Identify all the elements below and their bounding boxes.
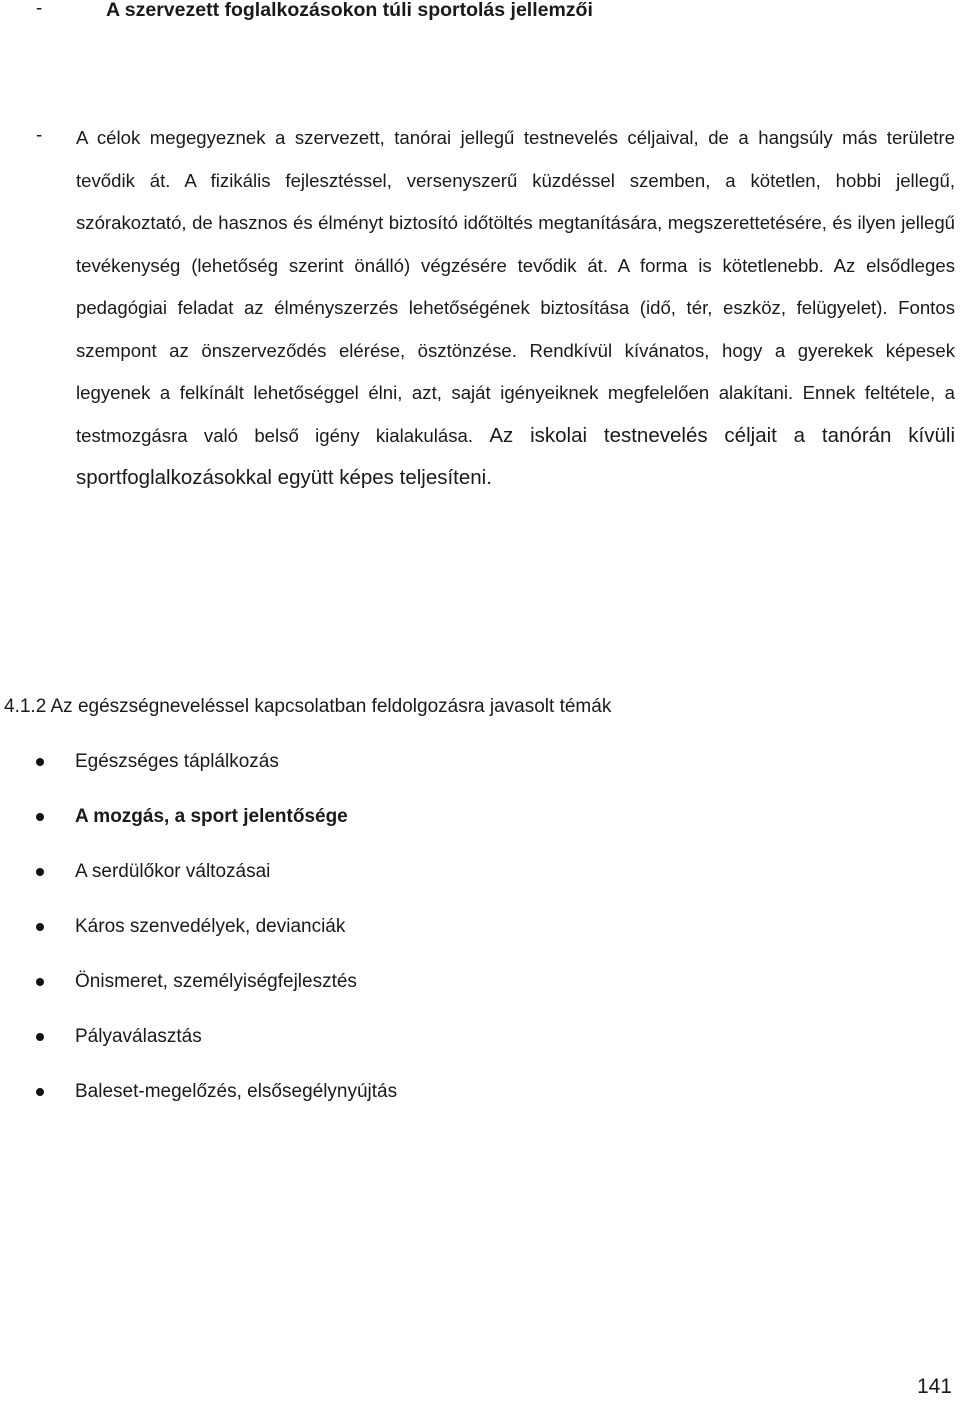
bullet-icon [36,868,44,876]
topic-list [0,747,700,1132]
dash-marker: - [36,125,43,146]
topic-label: Pályaválasztás [75,1026,202,1047]
topic-label: Káros szenvedélyek, devianciák [75,916,346,937]
topic-label: A serdülőkor változásai [75,861,271,882]
list-item [0,857,700,912]
topic-label: Önismeret, személyiségfejlesztés [75,971,357,992]
topic-label: Baleset-megelőzés, elsősegélynyújtás [75,1081,398,1102]
paragraph-conclusion: Az iskolai testnevelés céljait a tanórán kívüli sportfoglalkozásokkal együtt képes teljesíteni. [76,423,955,489]
bullet-icon [36,923,44,931]
section-title: 4.1.2 Az egészségneveléssel kapcsolatban feldolgozásra javasolt témák [4,696,612,717]
list-item [0,1077,700,1132]
page-number: 141 [916,1375,952,1398]
body-paragraph [76,117,955,500]
list-item [0,912,700,967]
bullet-icon [36,1033,44,1041]
list-item [0,1022,700,1077]
bullet-icon [36,813,44,821]
paragraph-text: A célok megegyeznek a szervezett, tanórai jellegű testnevelés céljaival, de a hangsúly más területre tevődik át. A fizikális fejlesztéssel, versenyszerű küzdéssel szemben, a kötetlen, hobbi jellegű, szórakoztató, de hasznos és élményt biztosító időtöltés megtanítására, megszerettetésére, és ilyen jellegű tevékenység (lehetőség szerint önálló) végzésére tevődik át. A forma is kötetlenebb. Az elsődleges pedagógiai feladat az élményszerzés lehetőségének biztosítása (idő, tér, eszköz, felügyelet). Fontos szempont az önszerveződés elérése, ösztönzése. Rendkívül kívánatos, hogy a gyerekek képesek legyenek a felkínált lehetőséggel élni, azt, saját igényeiknek megfelelően alakítani. Ennek feltétele, a testmozgásra való belső igény kialakulása. [76,127,955,446]
bullet-icon [36,758,44,766]
topic-label: A mozgás, a sport jelentősége [75,806,348,827]
list-item [0,747,700,802]
bullet-icon [36,1088,44,1096]
list-item [0,967,700,1022]
dash-marker: - [36,0,43,19]
list-item [0,802,700,857]
bullet-icon [36,978,44,986]
topic-label: Egészséges táplálkozás [75,751,279,772]
subsection-heading: A szervezett foglalkozásokon túli sportolás jellemzői [106,0,593,21]
